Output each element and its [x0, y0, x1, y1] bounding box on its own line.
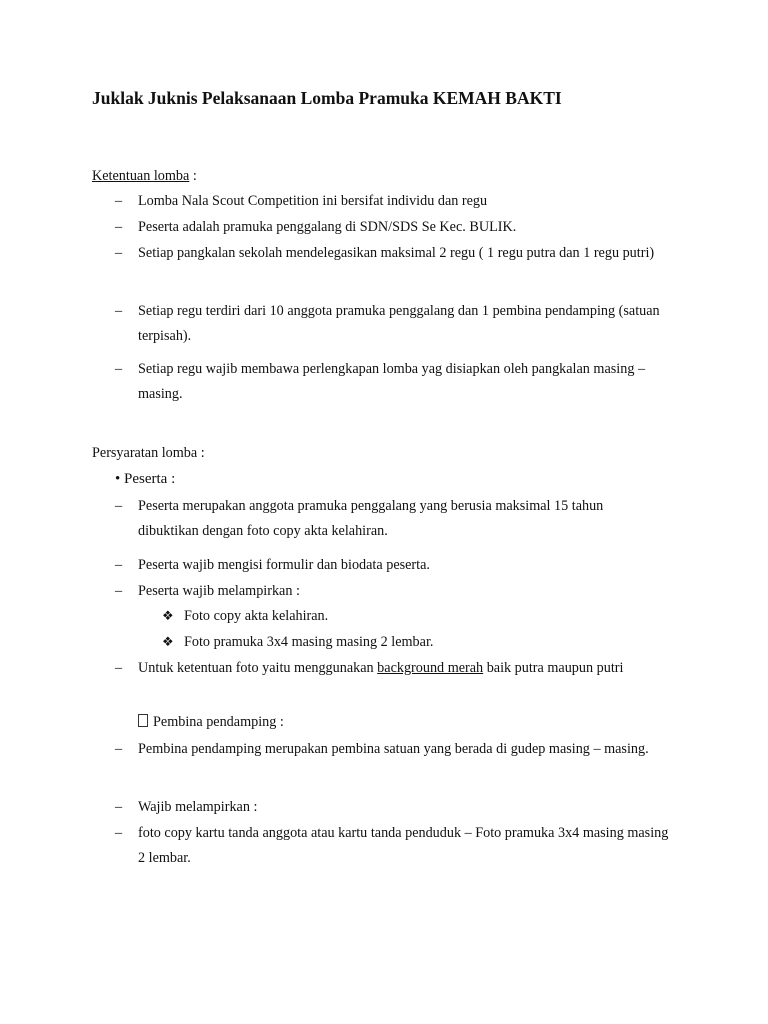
- pembina-item-3: foto copy kartu tanda anggota atau kartu tanda penduduk – Foto pramuka 3x4 masing masing 2 lembar.: [138, 825, 669, 866]
- photo-rule-background: background merah: [377, 660, 484, 676]
- missing-glyph-box-icon: [138, 714, 148, 727]
- document-title: Juklak Juknis Pelaksanaan Lomba Pramuka KEMAH BAKTI: [92, 88, 562, 108]
- diamond-bullet-icon: ❖: [162, 608, 174, 623]
- section1-item-4: Setiap regu terdiri dari 10 anggota pramuka penggalang dan 1 pembina pendamping (satuan terpisah).: [138, 303, 660, 344]
- peserta-label-line: [115, 471, 175, 488]
- dash-marker: –: [115, 583, 123, 599]
- dash-marker: –: [115, 245, 123, 261]
- dash-marker: –: [115, 799, 123, 815]
- photo-rule-suffix: baik putra maupun putri: [483, 660, 624, 676]
- dash-marker: –: [115, 825, 123, 841]
- dash-marker: –: [115, 193, 123, 209]
- peserta-label: Peserta :: [124, 471, 176, 487]
- dash-marker: –: [115, 741, 123, 757]
- bullet-marker: •: [115, 471, 121, 487]
- dash-marker: –: [115, 557, 123, 573]
- pembina-label: Pembina pendamping :: [153, 714, 284, 730]
- pembina-item-2: Wajib melampirkan :: [138, 799, 258, 815]
- dash-marker: –: [115, 303, 123, 319]
- section1-item-3: Setiap pangkalan sekolah mendelegasikan maksimal 2 regu ( 1 regu putra dan 1 regu putri): [138, 245, 655, 261]
- section1-item-5: Setiap regu wajib membawa perlengkapan lomba yag disiapkan oleh pangkalan masing – masing.: [138, 361, 646, 402]
- photo-rule: [138, 660, 623, 677]
- attachment-text-2: Foto pramuka 3x4 masing masing 2 lembar.: [184, 634, 434, 650]
- attachment-text-1: Foto copy akta kelahiran.: [184, 608, 329, 624]
- dash-marker: –: [115, 361, 123, 377]
- pembina-label-line: [138, 714, 284, 731]
- dash-marker: –: [115, 660, 123, 676]
- dash-marker: –: [115, 219, 123, 235]
- attachment-item-2: [162, 634, 433, 651]
- dash-marker: –: [115, 498, 123, 514]
- section1-heading-suffix: :: [189, 168, 197, 184]
- section1-heading: Ketentuan lomba: [92, 168, 190, 184]
- section1-heading-line: [92, 168, 197, 185]
- section2-heading: Persyaratan lomba :: [92, 445, 205, 461]
- diamond-bullet-icon: ❖: [162, 634, 174, 649]
- peserta-item-1: Peserta merupakan anggota pramuka penggalang yang berusia maksimal 15 tahun dibuktikan dengan foto copy akta kelahiran.: [138, 498, 604, 539]
- section1-item-2: Peserta adalah pramuka penggalang di SDN/SDS Se Kec. BULIK.: [138, 219, 517, 235]
- peserta-item-3: Peserta wajib melampirkan :: [138, 583, 300, 599]
- photo-rule-prefix: Untuk ketentuan foto yaitu menggunakan: [138, 660, 378, 676]
- attachment-item-1: [162, 608, 328, 625]
- peserta-item-2: Peserta wajib mengisi formulir dan biodata peserta.: [138, 557, 430, 573]
- section1-item-1: Lomba Nala Scout Competition ini bersifat individu dan regu: [138, 193, 488, 209]
- pembina-item-1: Pembina pendamping merupakan pembina satuan yang berada di gudep masing – masing.: [138, 741, 649, 757]
